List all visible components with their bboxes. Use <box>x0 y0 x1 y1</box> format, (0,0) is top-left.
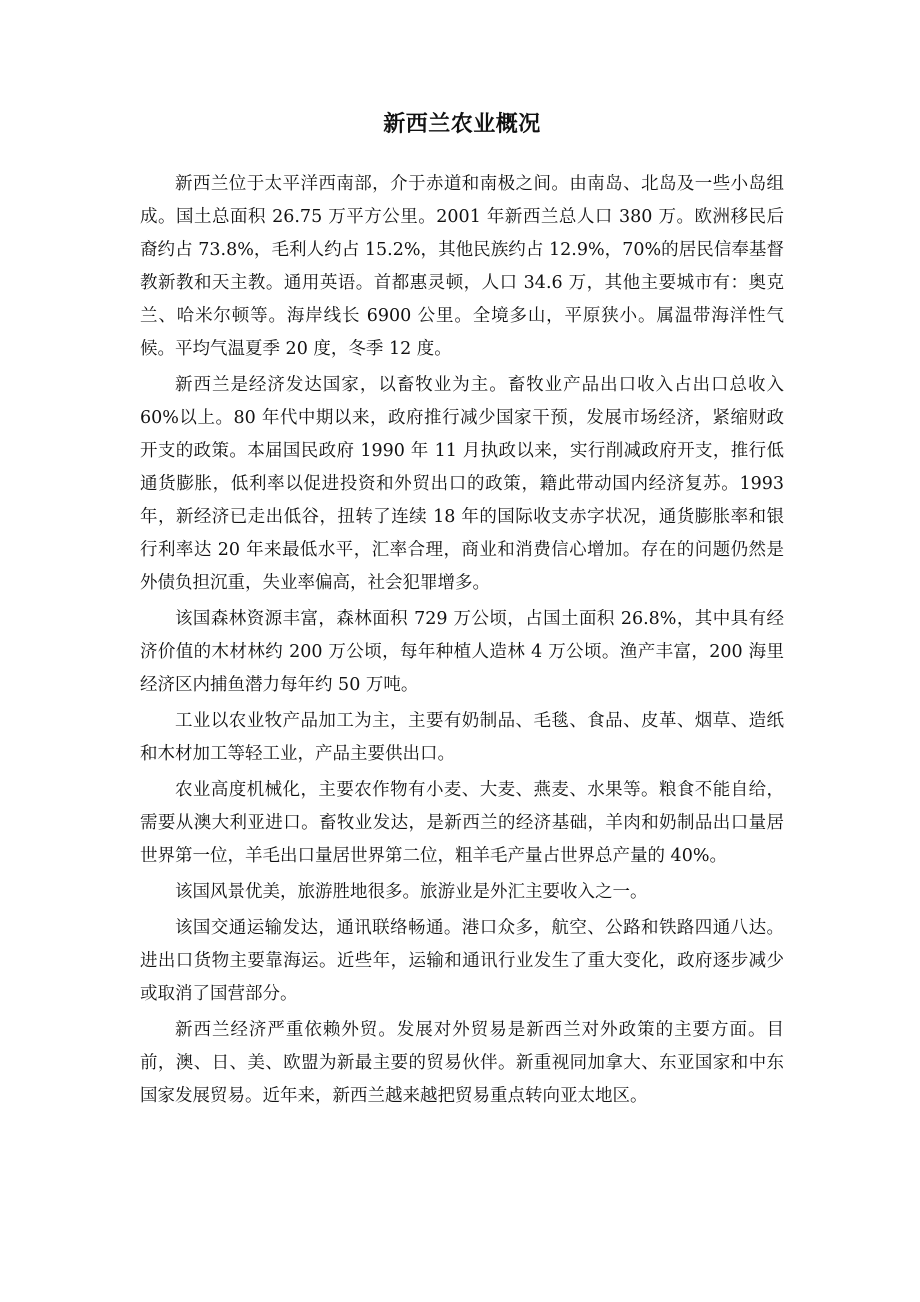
paragraph-agriculture: 农业高度机械化，主要农作物有小麦、大麦、燕麦、水果等。粮食不能自给，需要从澳大利亚进口。畜牧业发达，是新西兰的经济基础，羊肉和奶制品出口量居世界第一位，羊毛出口量居世界第二位，粗羊毛产量占世界总产量的 40%。 <box>140 780 784 866</box>
paragraph-geography: 新西兰位于太平洋西南部，介于赤道和南极之间。由南岛、北岛及一些小岛组成。国土总面积 26.75 万平方公里。2001 年新西兰总人口 380 万。欧洲移民后裔约占 73.8%，毛利人约占 15.2%，其他民族约占 12.9%，70%的居民信奉基督教新教和天主教。通用英语。首都惠灵顿，人口 34.6 万，其他主要城市有：奥克兰、哈米尔顿等。海岸线长 6900 公里。全境多山，平原狭小。属温带海洋性气候。平均气温夏季 20 度，冬季 12 度。 <box>140 174 784 359</box>
paragraph-industry: 工业以农业牧产品加工为主，主要有奶制品、毛毯、食品、皮革、烟草、造纸和木材加工等轻工业，产品主要供出口。 <box>140 711 784 764</box>
paragraph-tourism: 该国风景优美，旅游胜地很多。旅游业是外汇主要收入之一。 <box>175 882 648 902</box>
document-page <box>140 110 784 1116</box>
document-title: 新西兰农业概况 <box>383 112 541 137</box>
paragraph-transport: 该国交通运输发达，通讯联络畅通。港口众多，航空、公路和铁路四通八达。进出口货物主要靠海运。近些年，运输和通讯行业发生了重大变化，政府逐步减少或取消了国营部分。 <box>140 918 784 1004</box>
paragraph-trade: 新西兰经济严重依赖外贸。发展对外贸易是新西兰对外政策的主要方面。目前，澳、日、美、欧盟为新最主要的贸易伙伴。新重视同加拿大、东亚国家和中东国家发展贸易。近年来，新西兰越来越把贸易重点转向亚太地区。 <box>140 1020 784 1106</box>
paragraph-economy: 新西兰是经济发达国家，以畜牧业为主。畜牧业产品出口收入占出口总收入 60%以上。80 年代中期以来，政府推行减少国家干预，发展市场经济，紧缩财政开支的政策。本届国民政府 1990 年 11 月执政以来，实行削减政府开支，推行低通货膨胀，低利率以促进投资和外贸出口的政策，籍此带动国内经济复苏。1993 年，新经济已走出低谷，扭转了连续 18 年的国际收支赤字状况，通货膨胀率和银行利率达 20 年来最低水平，汇率合理，商业和消费信心增加。存在的问题仍然是外债负担沉重，失业率偏高，社会犯罪增多。 <box>140 375 784 593</box>
paragraph-forestry-fishery: 该国森林资源丰富，森林面积 729 万公顷，占国土面积 26.8%，其中具有经济价值的木材林约 200 万公顷，每年种植人造林 4 万公顷。渔产丰富，200 海里经济区内捕鱼潜力每年约 50 万吨。 <box>140 609 784 695</box>
